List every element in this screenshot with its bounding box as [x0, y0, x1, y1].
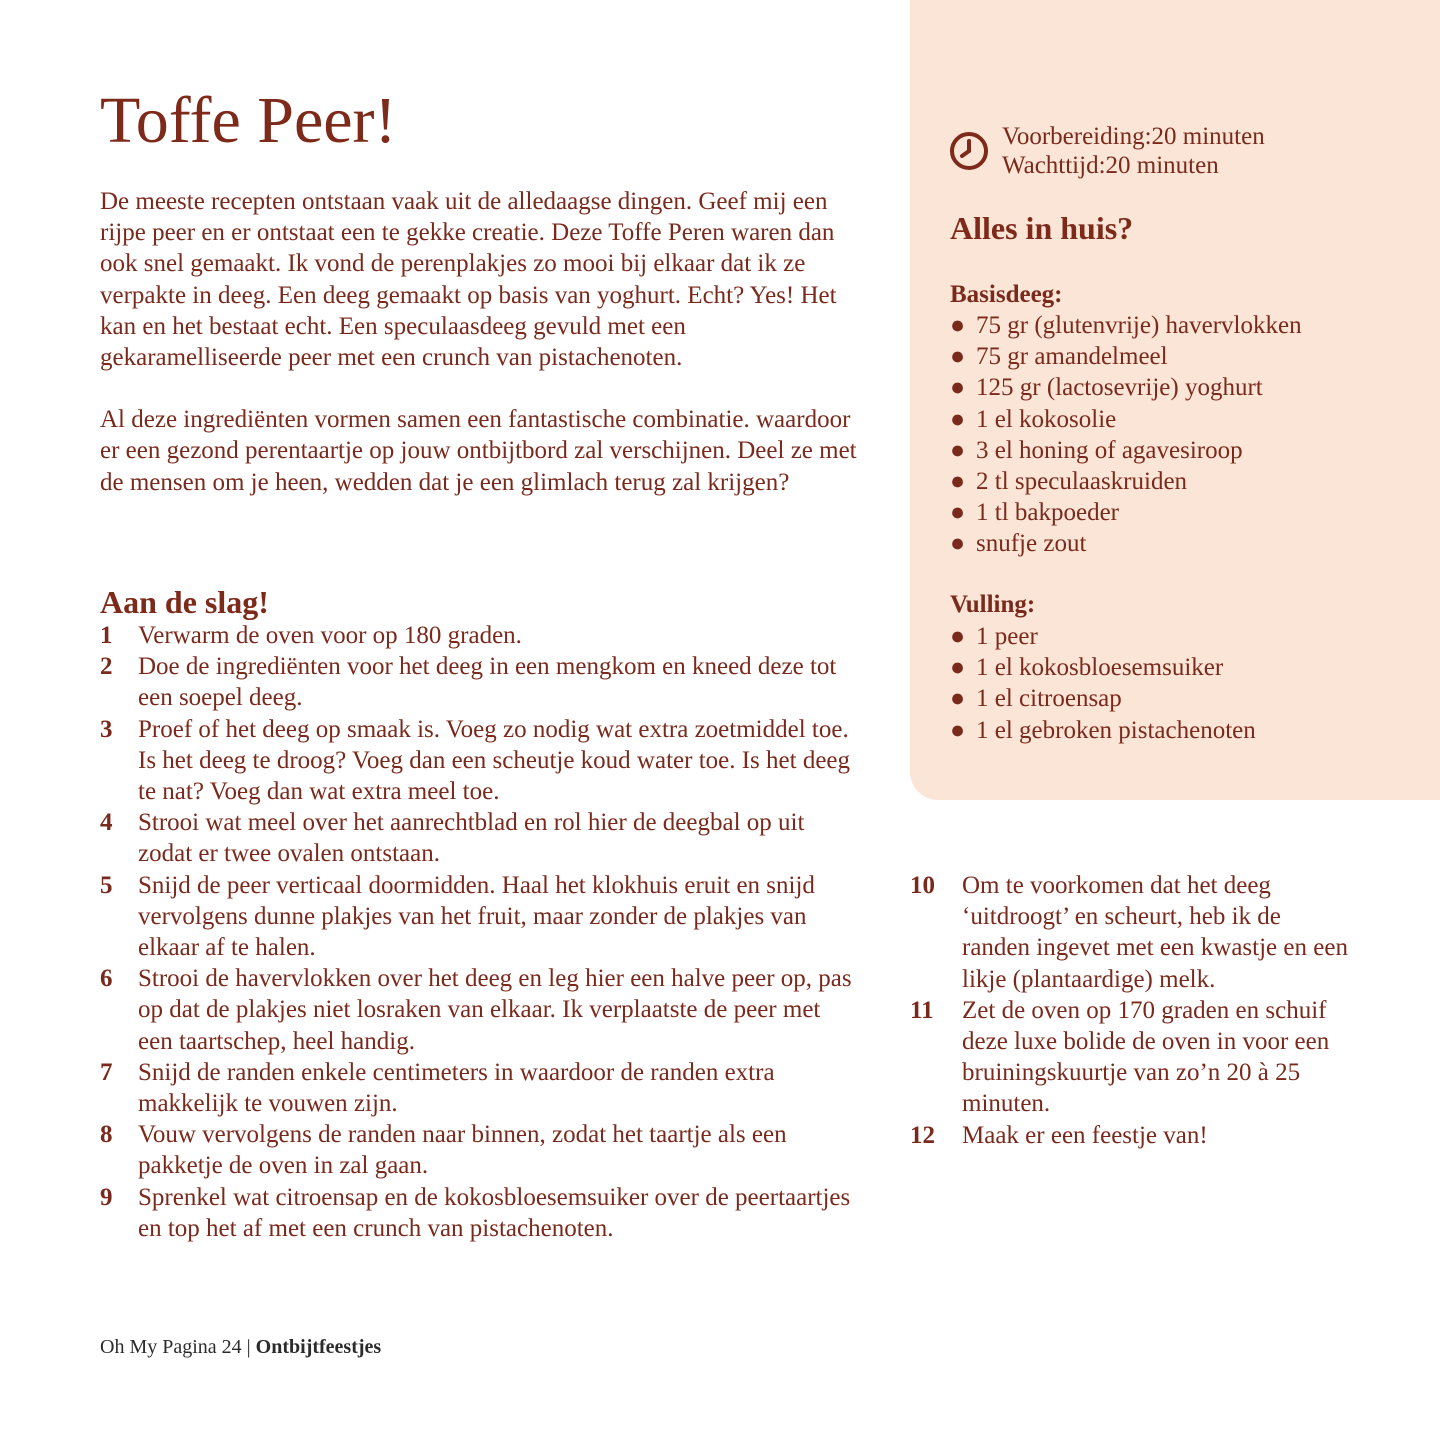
steps-list-left [100, 620, 860, 1244]
step-number: 11 [910, 996, 934, 1024]
step-text: Strooi de havervlokken over het deeg en leg hier een halve peer op, pas op dat de plakjes niet losraken van elkaar. Ik verplaatste de peer met een taartschep, heel handig. [138, 965, 852, 1055]
step-item [100, 870, 860, 964]
bullet-icon: ● [950, 716, 966, 744]
step-number: 8 [100, 1121, 113, 1149]
ingredient-item [950, 435, 1420, 466]
ingredient-text: 1 peer [976, 623, 1038, 650]
filling-heading: Vulling: [950, 591, 1036, 618]
clock-icon [948, 130, 990, 172]
bullet-icon: ● [950, 468, 966, 496]
ingredient-item [950, 372, 1420, 403]
ingredient-text: snufje zout [976, 530, 1087, 558]
step-text: Sprenkel wat citroensap en de kokosbloesemsuiker over de peertaartjes en top het af met een crunch van pistachenoten. [138, 1183, 851, 1242]
ingredient-text: 1 el kokosbloesemsuiker [976, 654, 1224, 682]
ingredient-text: 2 tl speculaaskruiden [976, 468, 1188, 496]
ingredient-item [950, 528, 1420, 559]
ingredient-item [950, 341, 1420, 372]
ingredient-text: 1 el citroensap [976, 685, 1122, 713]
step-text: Maak er een feestje van! [962, 1121, 1208, 1149]
ingredient-item [950, 497, 1420, 528]
ingredient-item [950, 683, 1420, 714]
steps-heading: Aan de slag! [100, 584, 269, 620]
bullet-icon: ● [950, 530, 966, 558]
time-text [1002, 122, 1265, 180]
step-text: Verwarm de oven voor op 180 graden. [138, 622, 522, 649]
bullet-icon: ● [950, 623, 966, 650]
step-number: 5 [100, 871, 113, 899]
bullet-icon: ● [950, 405, 966, 433]
step-item [910, 870, 1350, 995]
ingredient-item [950, 621, 1420, 652]
step-text: Snijd de peer verticaal doormidden. Haal het klokhuis eruit en snijd vervolgens dunne plakjes van het fruit, maar zonder de plakjes van elkaar af te halen. [138, 871, 815, 962]
page-title: Toffe Peer! [100, 84, 397, 157]
step-item [100, 963, 860, 1057]
bullet-icon: ● [950, 685, 966, 713]
ingredient-text: 125 gr (lactosevrije) yoghurt [976, 374, 1263, 402]
step-number: 1 [100, 622, 113, 649]
base-dough-heading: Basisdeeg: [950, 281, 1063, 308]
footer-section-name: Ontbijtfeestjes [255, 1336, 382, 1358]
footer-page-label: Oh My Pagina 24 | [100, 1336, 256, 1358]
step-number: 2 [100, 653, 113, 681]
step-text: Snijd de randen enkele centimeters in waardoor de randen extra makkelijk te vouwen zijn. [138, 1058, 775, 1118]
step-item [100, 651, 860, 713]
bullet-icon: ● [950, 436, 966, 464]
ingredients-heading: Alles in huis? [950, 210, 1134, 246]
step-number: 12 [910, 1121, 935, 1149]
step-text: Vouw vervolgens de randen naar binnen, zodat het taartje als een pakketje de oven in zal gaan. [138, 1121, 787, 1180]
steps-list-right [910, 870, 1350, 1151]
step-text: Zet de oven op 170 graden en schuif deze luxe bolide de oven in voor een bruiningskuurtje van zo’n 20 à 25 minuten. [962, 996, 1330, 1118]
ingredient-text: 75 gr amandelmeel [976, 343, 1168, 371]
ingredient-text: 1 tl bakpoeder [976, 499, 1120, 527]
step-item [100, 807, 860, 869]
step-number: 4 [100, 809, 113, 837]
wait-time: Wachttijd:20 minuten [1002, 152, 1219, 179]
step-item [100, 620, 860, 651]
page-footer [100, 1336, 381, 1359]
step-item [910, 1120, 1350, 1151]
ingredient-item [950, 466, 1420, 497]
step-item [100, 1119, 860, 1181]
step-text: Proef of het deeg op smaak is. Voeg zo nodig wat extra zoetmiddel toe. Is het deeg te droog? Voeg dan een scheutje koud water toe. Is het deeg te nat? Voeg dan wat extra meel toe. [138, 715, 851, 806]
ingredient-text: 75 gr (glutenvrije) havervlokken [976, 312, 1302, 339]
step-item [100, 1057, 860, 1119]
ingredient-item [950, 715, 1420, 746]
step-number: 10 [910, 872, 935, 899]
time-info [948, 122, 1265, 180]
ingredient-item [950, 652, 1420, 683]
step-number: 3 [100, 715, 113, 743]
base-dough-list [950, 310, 1420, 560]
ingredient-text: 1 el gebroken pistachenoten [976, 716, 1256, 744]
bullet-icon: ● [950, 312, 966, 339]
bullet-icon: ● [950, 343, 966, 371]
intro-paragraph: De meeste recepten ontstaan vaak uit de alledaagse dingen. Geef mij een rijpe peer en er ontstaat een te gekke creatie. Deze Toffe Peren waren dan ook snel gemaakt. Ik vond de perenplakjes zo mooi bij elkaar dat ik ze verpakte in deeg. Een deeg gemaakt op basis van yoghurt. Echt? Yes! Het kan en het bestaat echt. Een speculaasdeeg gevuld met een gekaramelliseerde peer met een crunch van pistachenoten. [100, 188, 837, 372]
ingredient-item [950, 404, 1420, 435]
step-text: Doe de ingrediënten voor het deeg in een mengkom en kneed deze tot een soepel deeg. [138, 653, 837, 712]
bullet-icon: ● [950, 374, 966, 402]
intro-text [100, 186, 860, 498]
step-text: Om te voorkomen dat het deeg ‘uitdroogt’ en scheurt, heb ik de randen ingevet met een kwastje en een likje (plantaardige) melk. [962, 872, 1348, 993]
intro-paragraph: Al deze ingrediënten vormen samen een fantastische combinatie. waardoor er een gezond perentaartje op jouw ontbijtbord zal verschijnen. Deel ze met de mensen om je heen, wedden dat je een glimlach terug zal krijgen? [100, 406, 857, 496]
step-item [100, 1182, 860, 1244]
ingredient-text: 3 el honing of agavesiroop [976, 436, 1243, 464]
bullet-icon: ● [950, 499, 966, 527]
step-text: Strooi wat meel over het aanrechtblad en rol hier de deegbal op uit zodat er twee ovalen ontstaan. [138, 809, 805, 868]
step-item [100, 714, 860, 808]
step-item [910, 995, 1350, 1120]
bullet-icon: ● [950, 654, 966, 682]
ingredient-item [950, 310, 1420, 341]
filling-list [950, 621, 1420, 746]
ingredient-text: 1 el kokosolie [976, 405, 1117, 433]
step-number: 6 [100, 965, 113, 993]
step-number: 9 [100, 1183, 113, 1211]
step-number: 7 [100, 1058, 113, 1086]
prep-time: Voorbereiding:20 minuten [1002, 123, 1265, 150]
